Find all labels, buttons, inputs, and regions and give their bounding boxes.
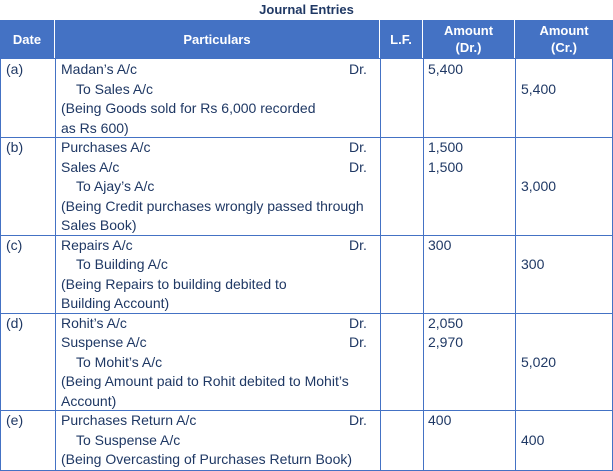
- entry-particular: Building Account): [61, 295, 170, 311]
- entry-particular: as Rs 600): [61, 119, 129, 136]
- entry-particular: Sales A/c: [61, 158, 120, 175]
- entry-cr-amount: 400: [521, 431, 545, 448]
- header-lf-label: L.F.: [390, 31, 412, 47]
- entry-particular: Repairs A/c: [61, 236, 133, 253]
- entry-date: (d): [6, 314, 24, 331]
- entry-dr-amount: 1,500: [428, 158, 464, 175]
- entry-dr-amount: 300: [428, 236, 452, 253]
- header-amount-cr-line2: (Cr.): [551, 40, 577, 55]
- entry-dr-marker: Dr.: [349, 236, 367, 253]
- entry-dr-amount: 2,970: [428, 334, 464, 350]
- entry-particular: Sales Book): [61, 217, 137, 233]
- entry-dr-marker: Dr.: [349, 334, 367, 350]
- entry-cr-amount: 5,020: [521, 353, 557, 370]
- entry-dr-marker: Dr.: [349, 139, 367, 155]
- entry-dr-marker: Dr.: [349, 314, 367, 331]
- entry-dr-amount: 5,400: [428, 61, 464, 77]
- entry-dr-marker: Dr.: [349, 61, 367, 77]
- entry-particular: To Ajay’s A/c: [76, 178, 155, 194]
- header-particulars-label: Particulars: [183, 31, 251, 47]
- entry-particular: To Mohit’s A/c: [76, 353, 163, 370]
- entry-cr-amount: 300: [521, 256, 545, 272]
- entry-cr-amount: 3,000: [521, 178, 557, 194]
- header-date-label: Date: [12, 31, 42, 47]
- entry-particular: Suspense A/c: [61, 334, 147, 350]
- entry-dr-marker: Dr.: [349, 158, 367, 175]
- entry-particular: (Being Amount paid to Rohit debited to Mohit’s: [61, 373, 349, 389]
- entry-particular: (Being Credit purchases wrongly passed through: [61, 197, 364, 214]
- entry-particular: To Building A/c: [76, 256, 168, 272]
- header-lf: [380, 20, 423, 58]
- entry-cr-amount: 5,400: [521, 80, 557, 97]
- entry-particular: Purchases A/c: [61, 139, 151, 155]
- entry-particular: To Suspense A/c: [76, 431, 181, 448]
- header-amount-cr: [515, 20, 613, 58]
- entry-date: (e): [6, 412, 24, 428]
- header-date: [0, 20, 55, 58]
- entry-particular: Purchases Return A/c: [61, 412, 197, 428]
- header-amount-cr-line1: Amount: [539, 23, 589, 38]
- entry-particular: Rohit’s A/c: [61, 314, 127, 331]
- entry-particular: (Being Goods sold for Rs 6,000 recorded: [61, 100, 316, 116]
- entry-date: (a): [6, 61, 24, 77]
- entry-dr-marker: Dr.: [349, 412, 367, 428]
- header-amount-dr: [423, 20, 515, 58]
- entry-dr-amount: 2,050: [428, 314, 464, 331]
- header-amount-dr-line2: (Dr.): [455, 40, 482, 55]
- page-title: Journal Entries: [259, 2, 354, 17]
- entry-particular: (Being Overcasting of Purchases Return Book): [61, 451, 353, 467]
- entry-date: (b): [6, 139, 24, 155]
- entry-dr-amount: 400: [428, 412, 452, 428]
- entry-particular: Madan’s A/c: [61, 61, 138, 77]
- entry-particular: Account): [61, 392, 117, 409]
- entry-particular: To Sales A/c: [76, 80, 154, 97]
- entry-dr-amount: 1,500: [428, 139, 464, 155]
- entry-particular: (Being Repairs to building debited to: [61, 275, 287, 292]
- entry-date: (c): [6, 236, 23, 253]
- header-particulars: [55, 20, 380, 58]
- header-amount-dr-line1: Amount: [443, 23, 494, 38]
